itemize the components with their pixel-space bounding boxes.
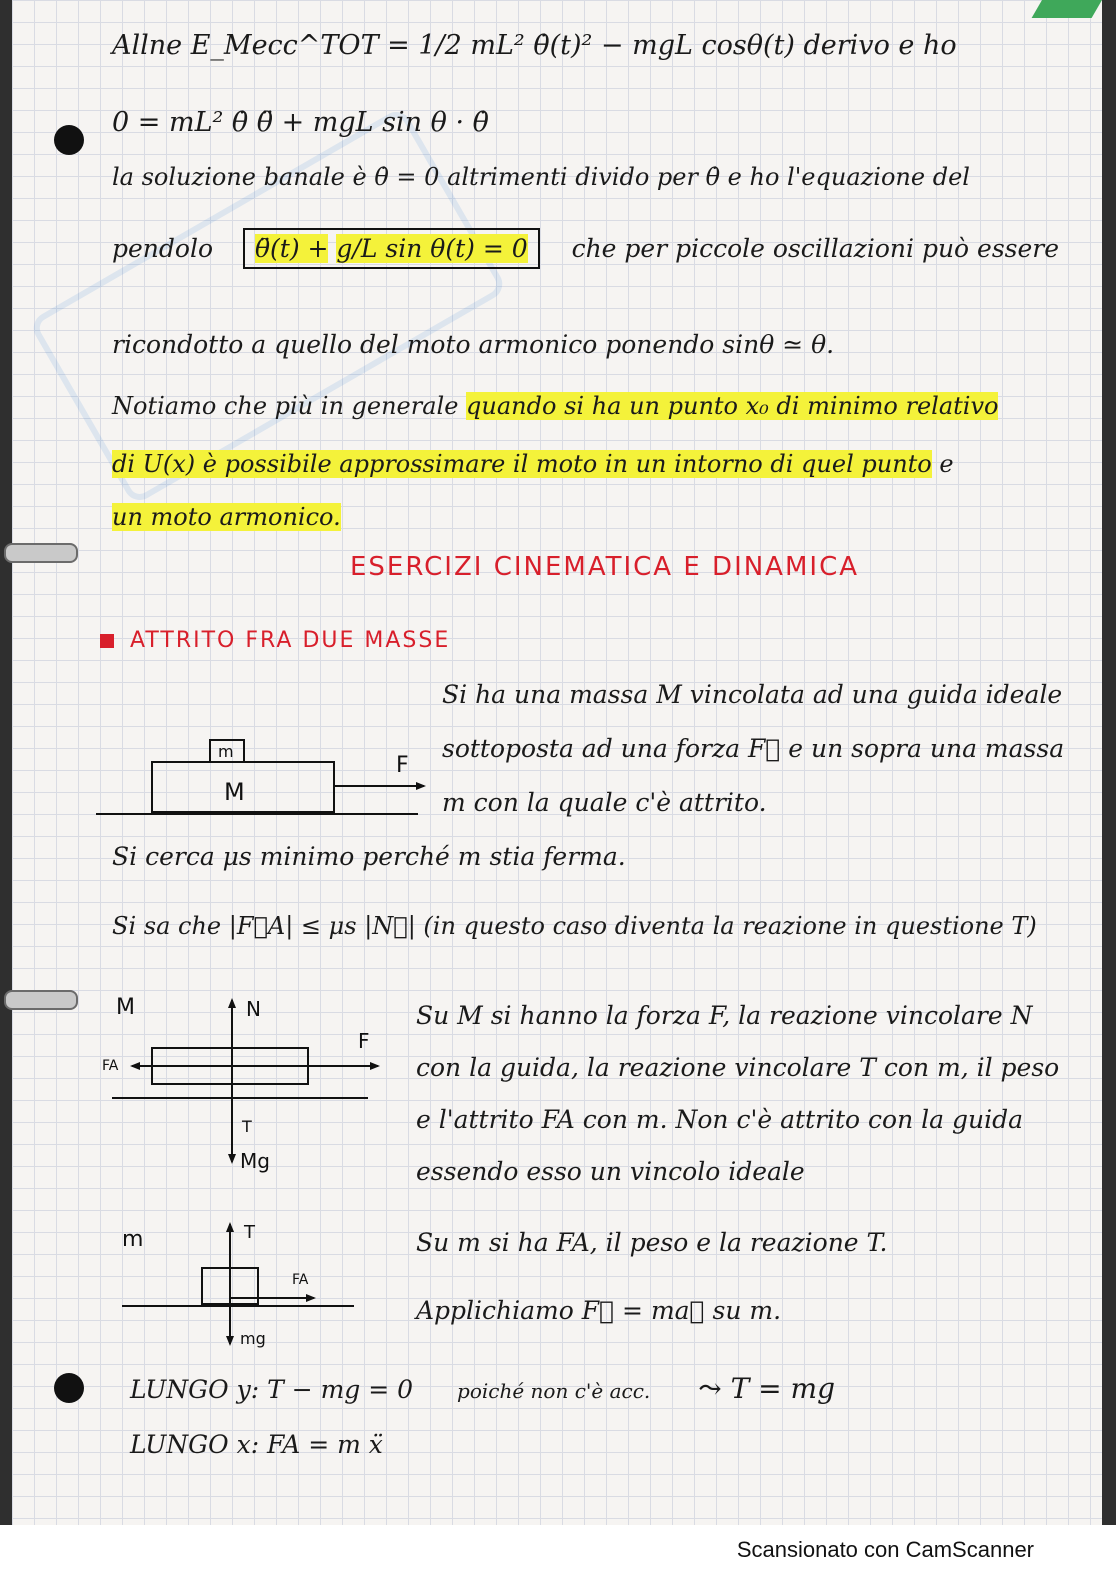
arrow-head-icon: [416, 782, 426, 790]
arrow-head-icon: [226, 1336, 234, 1346]
text-fragment: e: [931, 450, 954, 478]
block-on-block-diagram: [96, 720, 436, 830]
red-square-bullet-icon: [100, 634, 114, 648]
equation-result: ⤳ T = mg: [698, 1372, 836, 1405]
friction-label: FA: [292, 1272, 309, 1288]
text-line: ricondotto a quello del moto armonico ponendo sinθ ≃ θ.: [112, 330, 835, 359]
highlighted-text: un moto armonico.: [112, 503, 341, 531]
arrow-head-icon: [306, 1294, 316, 1302]
arrow-head-icon: [226, 1222, 234, 1232]
small-mass-label: m: [218, 742, 234, 761]
diagram-title: M: [116, 995, 135, 1020]
binder-hole: [54, 125, 84, 155]
arrow-head-icon: [228, 1154, 236, 1164]
notebook-page: [12, 0, 1102, 1525]
binder-ring: [4, 543, 78, 563]
highlighted-text: di U(x) è possibile approssimare il moto in un intorno di quel punto: [112, 450, 932, 478]
derivative-equation: 0 = mL² θ̇ θ̈ + mgL sin θ · θ̇: [112, 107, 489, 138]
highlighted-text: quando si ha un punto x₀ di minimo relativo: [466, 392, 999, 420]
highlighted-equation-part: θ̈(t) +: [254, 234, 329, 263]
equation-note: poiché non c'è acc.: [457, 1379, 651, 1403]
subsection-title-text: ATTRITO FRA DUE MASSE: [130, 628, 451, 653]
text-fragment: Notiamo che più in generale: [112, 392, 467, 420]
text-paragraph: Su M si hanno la forza F, la reazione vincolare N con la guida, la reazione vincolare T con m, il peso e l'attrito FA con m. Non c'è attrito con la guida essendo esso un vincolo ideale: [416, 1001, 1060, 1186]
arrow-head-icon: [228, 998, 236, 1008]
equation-y: [130, 1372, 835, 1405]
arrow-head-icon: [130, 1062, 140, 1070]
footer-text: Scansionato con CamScanner: [736, 1537, 1034, 1562]
text-line: [112, 450, 954, 478]
equation-part: LUNGO y: T − mg = 0: [130, 1375, 414, 1404]
big-mass-label: M: [224, 778, 245, 806]
text-line: Si sa che |F⃗A| ≤ μs |N⃗| (in questo caso diventa la reazione in questione T): [112, 912, 1037, 940]
normal-label: N: [246, 997, 261, 1021]
subsection-title: [100, 628, 450, 653]
arrow-head-icon: [370, 1062, 380, 1070]
reaction-label: T: [244, 1222, 255, 1243]
section-title: ESERCIZI CINEMATICA E DINAMICA: [350, 552, 860, 582]
text-line: Su m si ha FA, il peso e la reazione T.: [416, 1228, 888, 1257]
green-corner-tab: [1032, 0, 1102, 18]
energy-equation: Allne E_Mecc^TOT = 1/2 mL² θ̇(t)² − mgL cosθ(t) derivo e ho: [112, 30, 957, 61]
friction-label: FA: [102, 1058, 119, 1074]
text-line: la soluzione banale è θ̇ = 0 altrimenti divido per θ̇ e ho l'equazione del: [112, 163, 970, 191]
free-body-diagram-m: [96, 1212, 376, 1362]
text-line: Applichiamo F⃗ = ma⃗ su m.: [416, 1296, 782, 1325]
text-fragment: pendolo: [112, 234, 214, 263]
force-label: F: [396, 753, 409, 778]
force-label: F: [358, 1029, 370, 1053]
text-line: [112, 392, 998, 420]
equation-x: LUNGO x: FA = m ẍ: [130, 1430, 383, 1459]
scanner-footer: [0, 1525, 1116, 1579]
diagram-title: m: [122, 1227, 144, 1252]
binder-hole: [54, 1373, 84, 1403]
reaction-label: T: [242, 1117, 252, 1136]
binder-ring: [4, 990, 78, 1010]
text-line: [112, 503, 341, 531]
text-fragment: che per piccole oscillazioni può essere: [571, 234, 1060, 263]
boxed-equation: [243, 228, 540, 269]
highlighted-equation-part: g/L sin θ(t) = 0: [336, 234, 528, 263]
weight-label: Mg: [240, 1149, 270, 1173]
weight-label: mg: [240, 1329, 266, 1348]
pendulum-line: [112, 228, 1059, 269]
text-line: Si cerca μs minimo perché m stia ferma.: [112, 842, 626, 871]
text-paragraph: Si ha una massa M vincolata ad una guida ideale sottoposta ad una forza F⃗ e un sopra una massa m con la quale c'è attrito.: [442, 680, 1065, 817]
free-body-diagram-M: [96, 990, 396, 1190]
